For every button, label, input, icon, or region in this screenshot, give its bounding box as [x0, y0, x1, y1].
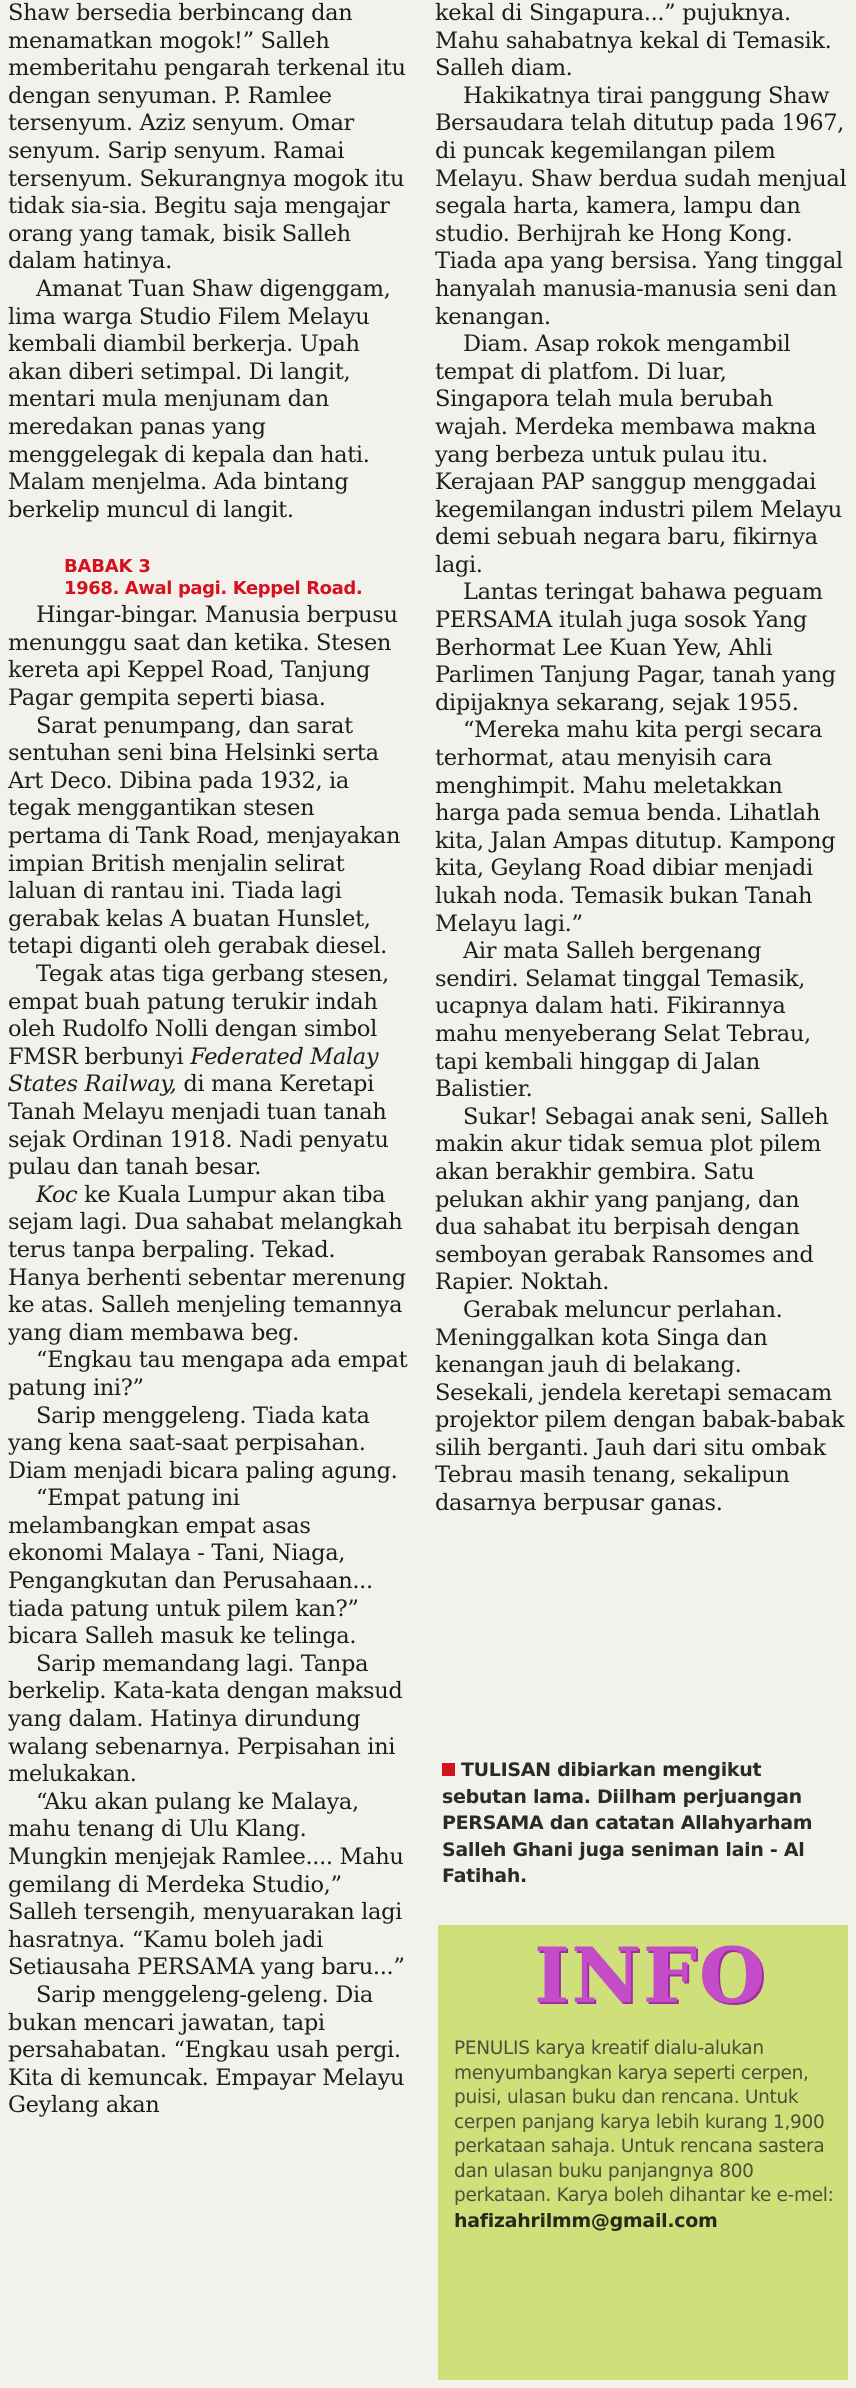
paragraph-text: di mana Keretapi Tanah Melayu menjadi tuan tanah sejak Ordinan 1918. Nadi penyatu pulau dan tanah besar.	[8, 1071, 389, 1181]
article-left-column	[8, 0, 408, 2120]
info-text: PENULIS karya kreatif dialu-alukan menyumbangkan karya seperti cerpen, puisi, ulasan buku dan rencana. Untuk cerpen panjang karya lebih kurang 1,900 perkataan sahaja. Untuk rencana sastera dan ulasan buku panjangnya 800 perkataan. Karya boleh dihantar ke e-mel:	[454, 2038, 834, 2206]
info-title: INFO	[534, 1931, 768, 2020]
section-heading: BABAK 3	[64, 556, 151, 578]
red-square-icon	[442, 1763, 455, 1776]
paragraph: Sarip menggeleng-geleng. Dia bukan mencari jawatan, tapi persahabatan. “Engkau usah pergi. Kita di kemuncak. Empayar Melayu Geylang akan	[8, 1981, 405, 2119]
paragraph: Sarat penumpang, dan sarat sentuhan seni bina Helsinki serta Art Deco. Dibina pada 1932, ia tegak menggantikan stesen pertama di Tank Road, menjayakan impian British menjalin selirat laluan di rantau ini. Tiada lagi gerabak kelas A buatan Hunslet, tetapi diganti oleh gerabak diesel.	[8, 712, 401, 960]
email-address: hafizahrilmm@gmail.com	[454, 2209, 718, 2232]
paragraph: “Engkau tau mengapa ada empat patung ini?”	[8, 1347, 408, 1401]
paragraph: Gerabak meluncur perlahan. Meninggalkan kota Singa dan kenangan jauh di belakang. Sesekali, jendela keretapi semacam projektor pilem dengan babak-babak silih berganti. Jauh dari situ ombak Tebrau masih tenang, sekalipun dasarnya berpusar ganas.	[435, 1296, 845, 1517]
paragraph: Amanat Tuan Shaw digenggam, lima warga Studio Filem Melayu kembali diambil berkerja. Upah akan diberi setimpal. Di langit, mentari mula menjunam dan meredakan panas yang menggelegak di kepala dan hati. Malam menjelma. Ada bintang berkelip muncul di langit.	[8, 275, 391, 523]
paragraph: Hingar-bingar. Manusia berpusu menunggu saat dan ketika. Stesen kereta api Keppel Road, Tanjung Pagar gempita seperti biasa.	[8, 602, 398, 712]
paragraph-text: ke Kuala Lumpur akan tiba sejam lagi. Dua sahabat melangkah terus tanpa berpaling. Tekad. Hanya berhenti sebentar merenung ke atas. Salleh menjeling temannya yang diam membawa beg.	[8, 1181, 406, 1346]
article-right-column	[435, 0, 847, 1518]
paragraph: kekal di Singapura...” pujuknya. Mahu sahabatnya kekal di Temasik. Salleh diam.	[435, 0, 832, 82]
paragraph	[8, 961, 408, 1182]
paragraph: “Aku akan pulang ke Malaya, mahu tenang di Ulu Klang. Mungkin menjejak Ramlee.... Mahu gemilang di Merdeka Studio,” Salleh tersengih, menyuarakan lagi hasratnya. “Kamu boleh jadi Setiausaha PERSAMA yang baru...”	[8, 1788, 405, 1981]
paragraph: Air mata Salleh bergenang sendiri. Selamat tinggal Temasik, ucapnya dalam hati. Fikirannya mahu menyeberang Selat Tebrau, tapi kembali hinggap di Jalan Balistier.	[435, 938, 811, 1103]
spacer	[8, 524, 408, 550]
section-subheading: 1968. Awal pagi. Keppel Road.	[64, 578, 363, 600]
paragraph: Sukar! Sebagai anak seni, Salleh makin akur tidak semua plot pilem akan berakhir gembira. Satu pelukan akhir yang panjang, dan dua sahabat itu berpisah dengan semboyan gerabak Ransomes and Rapier. Noktah.	[435, 1103, 829, 1296]
info-body	[454, 2037, 839, 2234]
paragraph: “Mereka mahu kita pergi secara terhormat, atau menyisih cara menghimpit. Mahu meletakkan harga pada semua benda. Lihatlah kita, Jalan Ampas ditutup. Kampong kita, Geylang Road dibiar menjadi lukah noda. Temasik bukan Tanah Melayu lagi.”	[435, 717, 836, 937]
paragraph: “Empat patung ini melambangkan empat asas ekonomi Malaya - Tani, Niaga, Pengangkutan dan Perusahaan... tiada patung untuk pilem kan?” bicara Salleh masuk ke telinga.	[8, 1485, 373, 1650]
paragraph: Hakikatnya tirai panggung Shaw Bersaudara telah ditutup pada 1967, di puncak kegemilangan pilem Melayu. Shaw berdua sudah menjual segala harta, kamera, lampu dan studio. Berhijrah ke Hong Kong. Tiada apa yang bersisa. Yang tinggal hanyalah manusia-manusia seni dan kenangan.	[435, 82, 847, 330]
paragraph: Shaw bersedia berbincang dan menamatkan mogok!” Salleh memberitahu pengarah terkenal itu dengan senyuman. P. Ramlee tersenyum. Aziz senyum. Omar senyum. Sarip senyum. Ramai tersenyum. Sekurangnya mogok itu tidak sia-sia. Begitu saja mengajar orang yang tamak, bisik Salleh dalam hatinya.	[8, 0, 406, 275]
paragraph: Sarip menggeleng. Tiada kata yang kena saat-saat perpisahan. Diam menjadi bicara paling agung.	[8, 1402, 398, 1484]
paragraph: Sarip memandang lagi. Tanpa berkelip. Kata-kata dengan maksud yang dalam. Hatinya dirundung walang sebenarnya. Perpisahan ini melukakan.	[8, 1650, 403, 1788]
note-text: dibiarkan mengikut sebutan lama. Diilham perjuangan PERSAMA dan catatan Allahyarham Salleh Ghani juga seniman lain - Al Fatihah.	[442, 1759, 813, 1887]
italic-term: Federated Malay States Railway,	[8, 1043, 379, 1098]
info-box	[438, 1925, 848, 2380]
note-lead: TULISAN	[461, 1759, 551, 1781]
paragraph: Diam. Asap rokok mengambil tempat di platfom. Di luar, Singapora telah mula berubah wajah. Merdeka membawa makna yang berbeza untuk pulau itu. Kerajaan PAP sanggup menggadai kegemilangan industri pilem Melayu demi sebuah negara baru, fikirnya lagi.	[435, 331, 842, 578]
author-note	[442, 1757, 842, 1890]
paragraph-text: Tegak atas tiga gerbang stesen, empat buah patung terukir indah oleh Rudolfo Nolli dengan simbol FMSR berbunyi	[8, 961, 389, 1070]
paragraph: Lantas teringat bahawa peguam PERSAMA itulah juga sosok Yang Berhormat Lee Kuan Yew, Ahli Parlimen Tanjung Pagar, tanah yang dipijaknya sekarang, sejak 1955.	[435, 579, 836, 716]
italic-term: Koc	[36, 1181, 78, 1208]
paragraph	[8, 1182, 408, 1348]
